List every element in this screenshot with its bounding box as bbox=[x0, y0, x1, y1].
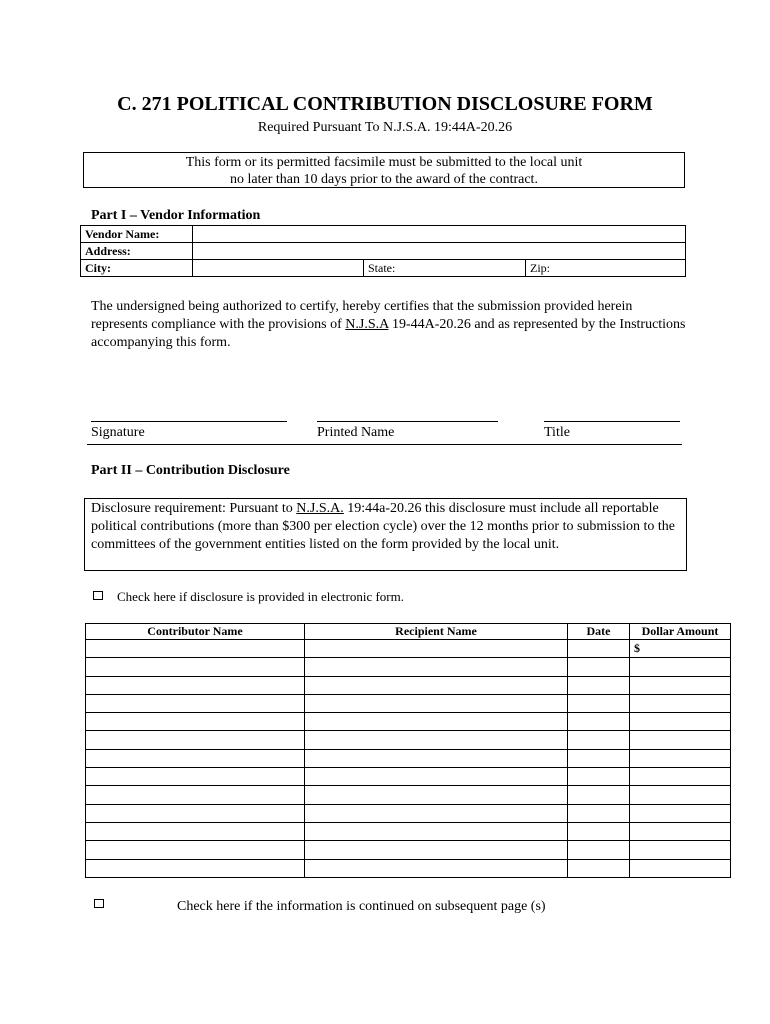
recipient-name-cell[interactable] bbox=[305, 822, 568, 840]
recipient-name-cell[interactable] bbox=[305, 694, 568, 712]
table-row bbox=[86, 658, 731, 676]
notice-line-1: This form or its permitted facsimile must be submitted to the local unit bbox=[185, 155, 583, 170]
printed-name-label: Printed Name bbox=[317, 425, 395, 440]
contributor-name-cell[interactable] bbox=[86, 804, 305, 822]
part2-heading: Part II – Contribution Disclosure bbox=[91, 463, 290, 478]
dollar-amount-cell[interactable] bbox=[630, 731, 731, 749]
table-row bbox=[86, 694, 731, 712]
zip-label: Zip: bbox=[530, 260, 550, 275]
submission-notice bbox=[83, 152, 685, 188]
date-cell[interactable] bbox=[568, 841, 630, 859]
date-cell[interactable] bbox=[568, 859, 630, 877]
table-row bbox=[86, 859, 731, 877]
electronic-form-checkbox[interactable] bbox=[93, 591, 103, 600]
signature-label: Signature bbox=[91, 425, 145, 440]
table-row bbox=[86, 713, 731, 731]
contributor-name-cell[interactable] bbox=[86, 859, 305, 877]
disclosure-text-start: Disclosure requirement: Pursuant to bbox=[91, 501, 297, 516]
recipient-name-cell[interactable] bbox=[305, 804, 568, 822]
state-label: State: bbox=[368, 260, 396, 275]
date-cell[interactable] bbox=[568, 731, 630, 749]
dollar-amount-cell[interactable] bbox=[630, 749, 731, 767]
table-row bbox=[86, 768, 731, 786]
contributor-name-cell[interactable] bbox=[86, 640, 305, 658]
certification-statute: N.J.S.A bbox=[345, 317, 389, 332]
disclosure-text-end: 19:44a-20.26 this disclosure must include all reportable political contributions (more than $300 per election cycle) over the 12 months prior to submission to the committees of the government entities listed on the form provided by the local unit. bbox=[91, 501, 675, 552]
date-cell[interactable] bbox=[568, 749, 630, 767]
table-row bbox=[86, 749, 731, 767]
date-cell[interactable] bbox=[568, 768, 630, 786]
dollar-amount-cell[interactable] bbox=[630, 841, 731, 859]
contributor-name-cell[interactable] bbox=[86, 841, 305, 859]
contributions-table bbox=[85, 623, 731, 878]
signature-line[interactable] bbox=[91, 420, 287, 422]
recipient-name-header: Recipient Name bbox=[305, 624, 568, 640]
certification-text-end: 19-44A-20.26 and as represented by the Instructions accompanying this form. bbox=[91, 317, 686, 350]
date-cell[interactable] bbox=[568, 658, 630, 676]
continued-label: Check here if the information is continued on subsequent page (s) bbox=[177, 899, 546, 914]
vendor-info-table bbox=[80, 225, 686, 277]
date-cell[interactable] bbox=[568, 804, 630, 822]
vendor-name-label: Vendor Name: bbox=[81, 226, 193, 243]
date-header: Date bbox=[568, 624, 630, 640]
recipient-name-cell[interactable] bbox=[305, 676, 568, 694]
table-row bbox=[86, 841, 731, 859]
signature-underline bbox=[87, 443, 682, 445]
dollar-amount-cell[interactable] bbox=[630, 859, 731, 877]
vendor-name-field[interactable] bbox=[193, 226, 686, 243]
dollar-amount-cell[interactable] bbox=[630, 640, 731, 658]
contributor-name-cell[interactable] bbox=[86, 676, 305, 694]
date-cell[interactable] bbox=[568, 640, 630, 658]
disclosure-statute: N.J.S.A. bbox=[296, 501, 344, 516]
recipient-name-cell[interactable] bbox=[305, 640, 568, 658]
table-row bbox=[86, 676, 731, 694]
table-row bbox=[86, 804, 731, 822]
dollar-sign: $ bbox=[634, 641, 640, 656]
table-row bbox=[86, 786, 731, 804]
dollar-amount-cell[interactable] bbox=[630, 786, 731, 804]
title-label: Title bbox=[544, 425, 570, 440]
dollar-amount-header: Dollar Amount bbox=[630, 624, 731, 640]
continued-checkbox[interactable] bbox=[94, 899, 104, 908]
electronic-form-label: Check here if disclosure is provided in electronic form. bbox=[117, 589, 404, 604]
date-cell[interactable] bbox=[568, 676, 630, 694]
contributor-name-cell[interactable] bbox=[86, 786, 305, 804]
contributor-name-cell[interactable] bbox=[86, 731, 305, 749]
recipient-name-cell[interactable] bbox=[305, 768, 568, 786]
address-label: Address: bbox=[81, 243, 193, 260]
city-label: City: bbox=[81, 260, 193, 277]
dollar-amount-cell[interactable] bbox=[630, 676, 731, 694]
certification-statement bbox=[91, 298, 691, 352]
recipient-name-cell[interactable] bbox=[305, 749, 568, 767]
contributor-name-cell[interactable] bbox=[86, 658, 305, 676]
contributor-name-header: Contributor Name bbox=[86, 624, 305, 640]
state-field[interactable] bbox=[364, 260, 526, 277]
recipient-name-cell[interactable] bbox=[305, 658, 568, 676]
contributor-name-cell[interactable] bbox=[86, 694, 305, 712]
form-subtitle: Required Pursuant To N.J.S.A. 19:44A-20.26 bbox=[257, 120, 513, 135]
recipient-name-cell[interactable] bbox=[305, 859, 568, 877]
table-row bbox=[86, 822, 731, 840]
date-cell[interactable] bbox=[568, 713, 630, 731]
title-line[interactable] bbox=[544, 420, 680, 422]
table-row bbox=[86, 640, 731, 658]
address-field[interactable] bbox=[193, 243, 686, 260]
contributor-name-cell[interactable] bbox=[86, 713, 305, 731]
date-cell[interactable] bbox=[568, 786, 630, 804]
city-field[interactable] bbox=[193, 260, 364, 277]
contributions-body bbox=[86, 640, 731, 878]
dollar-amount-cell[interactable] bbox=[630, 804, 731, 822]
date-cell[interactable] bbox=[568, 694, 630, 712]
part1-heading: Part I – Vendor Information bbox=[91, 208, 261, 223]
contributor-name-cell[interactable] bbox=[86, 768, 305, 786]
recipient-name-cell[interactable] bbox=[305, 731, 568, 749]
dollar-amount-cell[interactable] bbox=[630, 658, 731, 676]
contributor-name-cell[interactable] bbox=[86, 749, 305, 767]
printed-name-line[interactable] bbox=[317, 420, 498, 422]
form-title: C. 271 POLITICAL CONTRIBUTION DISCLOSURE FORM bbox=[117, 93, 653, 115]
certification-text-start: The undersigned being authorized to certify, hereby certifies that the submission provided herein represents compliance with the provisions of bbox=[91, 299, 633, 332]
notice-line-2: no later than 10 days prior to the award of the contract. bbox=[230, 172, 538, 187]
dollar-amount-cell[interactable] bbox=[630, 822, 731, 840]
table-row bbox=[86, 731, 731, 749]
recipient-name-cell[interactable] bbox=[305, 841, 568, 859]
date-cell[interactable] bbox=[568, 822, 630, 840]
recipient-name-cell[interactable] bbox=[305, 786, 568, 804]
recipient-name-cell[interactable] bbox=[305, 713, 568, 731]
disclosure-requirement-box bbox=[84, 498, 687, 571]
contributor-name-cell[interactable] bbox=[86, 822, 305, 840]
zip-field[interactable] bbox=[526, 260, 686, 277]
dollar-amount-cell[interactable] bbox=[630, 768, 731, 786]
dollar-amount-cell[interactable] bbox=[630, 713, 731, 731]
dollar-amount-cell[interactable] bbox=[630, 694, 731, 712]
